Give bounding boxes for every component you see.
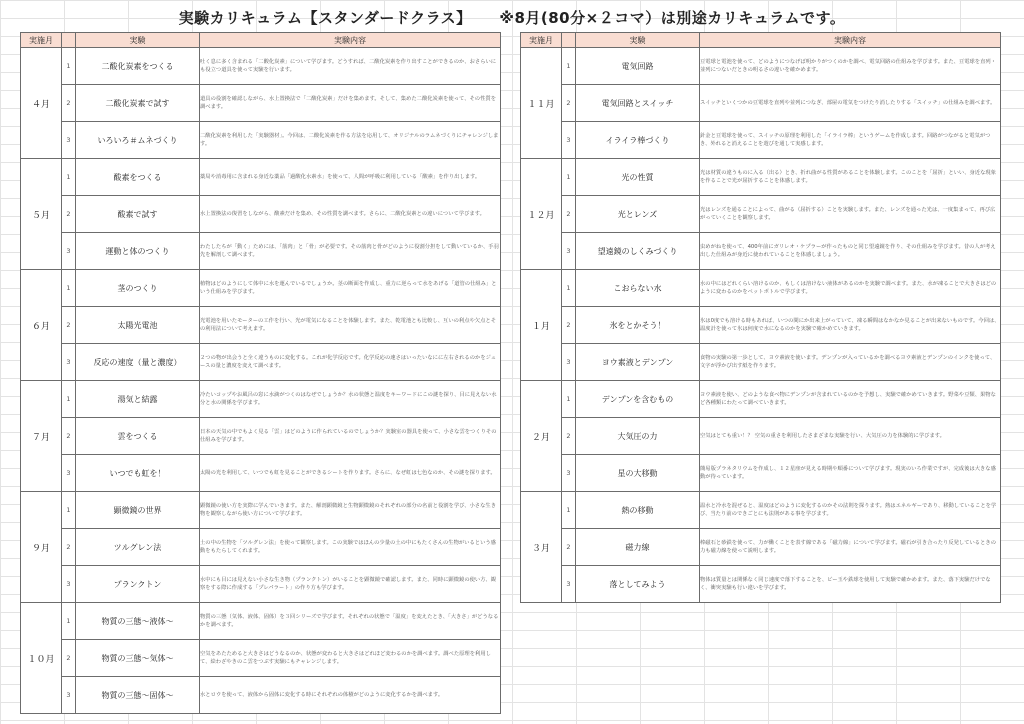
experiment-description: 簡易版プラネタリウムを作成し、１２星座が見える時期や順番について学びます。現実のいろ作業ですが、完成後は大きな感動が待っています。: [700, 466, 996, 480]
experiment-name: 酸素をつくる: [76, 159, 200, 196]
experiment-name: いつでも虹を！: [76, 455, 200, 492]
experiment-description: 太陽の光を利用して、いつでも虹を見ることができるシートを作ります。さらに、なぜ虹は七色なのか、その謎を探ります。: [200, 470, 496, 476]
session-number: 3: [62, 566, 76, 603]
month-cell: ２月: [521, 381, 562, 492]
experiment-description-cell: [200, 196, 501, 233]
experiment-description-cell: [700, 307, 1001, 344]
curriculum-row: [21, 455, 501, 492]
experiment-name: ツルグレン法: [76, 529, 200, 566]
experiment-description-cell: [200, 122, 501, 159]
experiment-description-cell: [200, 640, 501, 677]
session-number: 3: [62, 344, 76, 381]
experiment-name: 電気回路: [576, 48, 700, 85]
experiment-name: 二酸化炭素で試す: [76, 85, 200, 122]
experiment-description: 豆電球と電池を使って、どのようにつなげば明かりがつくのかを調べ、電気回路の仕組みを学びます。また、豆電球を直列・並列につないだときの明るさの違いを確かめます。: [700, 59, 996, 73]
experiment-description: 日本の天気の中でもよく見る「雲」はどのように作られているのでしょうか？実験室の器具を使って、小さな雲をつくりその仕組みを学びます。: [200, 429, 497, 443]
experiment-name: 光とレンズ: [576, 196, 700, 233]
experiment-description-cell: [200, 233, 501, 270]
session-number: 1: [562, 492, 576, 529]
experiment-description: 吐く息に多く含まれる「二酸化炭素」について学びます。どうすれば、二酸化炭素を作り出すことができるのか、おさらいにも役立つ道具を使って実験を行います。: [200, 59, 497, 73]
experiment-description-cell: [200, 418, 501, 455]
experiment-name: 湯気と結露: [76, 381, 200, 418]
experiment-name: 磁力線: [576, 529, 700, 566]
experiment-description-cell: [700, 344, 1001, 381]
experiment-description-cell: [700, 48, 1001, 85]
experiment-name: 落としてみよう: [576, 566, 700, 603]
header-experiment: 実験: [576, 33, 700, 48]
curriculum-row: [21, 122, 501, 159]
curriculum-row: [521, 455, 1001, 492]
curriculum-row: [521, 85, 1001, 122]
experiment-description-cell: [700, 85, 1001, 122]
curriculum-row: [521, 196, 1001, 233]
curriculum-row: [521, 529, 1001, 566]
experiment-description: 顕微鏡の使い方を実際に学んでいきます。また、解剖顕微鏡と生物顕微鏡のそれぞれの部分の名前と役割を学び、小さな生き物を観察しながら使い方について学びます。: [200, 503, 496, 517]
curriculum-row: [21, 48, 501, 85]
session-number: 2: [62, 307, 76, 344]
month-cell: ６月: [21, 270, 62, 381]
experiment-description: 土の中の生物を「ツルグレン法」を使って観察します。この実験ではほんの少量の土の中にもたくさんの生物がいるという感動をもたらしてくれます。: [200, 540, 496, 554]
experiment-name: 物質の三態〜気体〜: [76, 640, 200, 677]
experiment-description: 針金と豆電球を使って、スイッチの原理を利用した「イライラ棒」というゲームを作成します。回路がつながると電気がつき、外れると消えることを遊びを通して実感します。: [700, 133, 991, 147]
experiment-description: 物質の三態（気体、液体、固体）を３回シリーズで学びます。それぞれの状態で「温度」を変えたとき、「大きさ」がどうなるかを調べます。: [200, 614, 499, 628]
session-number: 3: [562, 566, 576, 603]
curriculum-row: [21, 529, 501, 566]
session-number: 2: [62, 529, 76, 566]
curriculum-row: [21, 603, 501, 640]
session-number: 2: [62, 640, 76, 677]
month-cell: １１月: [521, 48, 562, 159]
month-cell: １０月: [21, 603, 62, 714]
header-number: [62, 33, 76, 48]
experiment-description: 空気はとても重い！？ 空気の重さを利用したさまざまな実験を行い、大気圧の力を体験的に学びます。: [700, 433, 945, 439]
experiment-description: 食物の実験の第一歩として、ヨウ素液を使います。デンプンが入っているかを調べるヨウ素液とデンプンのインクを使って、文字が浮かび出す紙を作ります。: [700, 355, 996, 369]
header-content: 実験内容: [200, 33, 501, 48]
experiment-description-cell: [200, 566, 501, 603]
experiment-name: ヨウ素液とデンプン: [576, 344, 700, 381]
experiment-description: 水の中にはどれくらい溶けるのか、もしくは溶けない液体があるのかを実験で調べます。また、水が凍ることで大きさはどのように変わるのかをペットボトルで学びます。: [700, 281, 997, 295]
session-number: 1: [62, 48, 76, 85]
experiment-name: 大気圧の力: [576, 418, 700, 455]
experiment-name: こおらない水: [576, 270, 700, 307]
curriculum-row: [521, 233, 1001, 270]
experiment-name: 酸素で試す: [76, 196, 200, 233]
experiment-name: 顕微鏡の世界: [76, 492, 200, 529]
curriculum-row: [521, 566, 1001, 603]
month-cell: ９月: [21, 492, 62, 603]
experiment-name: 反応の速度（量と濃度）: [76, 344, 200, 381]
session-number: 2: [562, 418, 576, 455]
curriculum-row: [21, 381, 501, 418]
experiment-description-cell: [700, 270, 1001, 307]
session-number: 1: [562, 48, 576, 85]
curriculum-row: [521, 307, 1001, 344]
month-cell: ４月: [21, 48, 62, 159]
curriculum-row: [21, 677, 501, 714]
experiment-description: 物体は質量とは関係なく同じ速度で落下することを、ビー玉や鉄球を使用して実験で確かめます。また、落下実験だけでなく、衝突実験も行い違いを学びます。: [700, 577, 991, 591]
page-title: [0, 6, 1024, 30]
experiment-name: 物質の三態〜液体〜: [76, 603, 200, 640]
month-cell: ５月: [21, 159, 62, 270]
experiment-name: 望遠鏡のしくみづくり: [576, 233, 700, 270]
experiment-name: プランクトン: [76, 566, 200, 603]
curriculum-row: [521, 270, 1001, 307]
experiment-description-cell: [200, 677, 501, 714]
session-number: 2: [562, 85, 576, 122]
experiment-description: わたしたちが「動く」ためには、「筋肉」と「骨」が必要です。その筋肉と骨がどのように役割分担をして動いているか、手羽先を解剖して調べます。: [200, 244, 499, 258]
session-number: 2: [62, 85, 76, 122]
experiment-description: 空気をあたためると大きさはどうなるのか、状態が変わると大きさはどれほど変わるのかを調べます。調べた原理を利用して、絵わざやきのこ雲をつぶす実験にもチャレンジします。: [200, 651, 491, 665]
experiment-description-cell: [700, 381, 1001, 418]
experiment-name: 氷をとかそう！: [576, 307, 700, 344]
experiment-description-cell: [200, 85, 501, 122]
experiment-name: いろいろ＃ムネづくり: [76, 122, 200, 159]
session-number: 1: [62, 159, 76, 196]
session-number: 1: [62, 492, 76, 529]
session-number: 1: [62, 381, 76, 418]
curriculum-row: [521, 381, 1001, 418]
header-month: 実施月: [21, 33, 62, 48]
session-number: 2: [562, 529, 576, 566]
experiment-description: 水上置換法の復習をしながら、酸素だけを集め、その性質を調べます。さらに、二酸化炭素との違いについて学びます。: [200, 211, 485, 217]
experiment-name: 太陽光電池: [76, 307, 200, 344]
title-note: ※8月(80分×２コマ）は別途カリキュラムです。: [499, 9, 846, 27]
experiment-description-cell: [200, 270, 501, 307]
experiment-name: イライラ棒づくり: [576, 122, 700, 159]
experiment-name: 電気回路とスイッチ: [576, 85, 700, 122]
experiment-description: 植物はどのようにして体中に水を運んでいるでしょうか。茎の断面を作成し、重力に逆らって水をあげる「道管の仕組み」という仕組みを学びます。: [200, 281, 497, 295]
curriculum-row: [21, 307, 501, 344]
session-number: 3: [62, 233, 76, 270]
experiment-description: 水とロウを使って、液体から固体に変化する時にそれぞれの体積がどのように変化するかを調べます。: [200, 692, 444, 698]
session-number: 2: [62, 418, 76, 455]
experiment-description: 冷たいコップやお風呂の窓に水滴がつくのはなぜでしょうか？水の状態と温度をキーワードにこの謎を探り、目に見えない水分と水の関係を学びます。: [200, 392, 497, 406]
curriculum-row: [21, 344, 501, 381]
experiment-name: 二酸化炭素をつくる: [76, 48, 200, 85]
experiment-description-cell: [700, 196, 1001, 233]
experiment-description: 氷は0度でも溶ける時もあれば、いつの間にか出来上がっていて、凍る瞬間はなかなか見ることが出来ないものです。今回は、温度計を使って氷は何度で水になるのかを実験で確かめていきます。: [700, 318, 1000, 332]
month-cell: ３月: [521, 492, 562, 603]
experiment-name: デンプンを含むもの: [576, 381, 700, 418]
experiment-description-cell: [200, 455, 501, 492]
experiment-description-cell: [700, 233, 1001, 270]
experiment-description-cell: [700, 566, 1001, 603]
experiment-description-cell: [700, 529, 1001, 566]
header-month: 実施月: [521, 33, 562, 48]
curriculum-row: [521, 418, 1001, 455]
curriculum-row: [21, 159, 501, 196]
session-number: 3: [562, 344, 576, 381]
experiment-description-cell: [200, 603, 501, 640]
month-cell: １月: [521, 270, 562, 381]
title-text: 実験カリキュラム【スタンダードクラス】: [178, 9, 472, 27]
session-number: 1: [562, 381, 576, 418]
session-number: 2: [562, 307, 576, 344]
experiment-description-cell: [200, 529, 501, 566]
experiment-name: 物質の三態〜固体〜: [76, 677, 200, 714]
curriculum-row: [21, 270, 501, 307]
curriculum-row: [21, 566, 501, 603]
experiment-description: ２つの物が出会うと全く違うものに変化する。これが化学反応です。化学反応の速さはいったいなにに左右されるのかをジュースの量と濃度を変えて調べます。: [200, 355, 497, 369]
curriculum-row: [521, 122, 1001, 159]
header-content: 実験内容: [700, 33, 1001, 48]
session-number: 2: [562, 196, 576, 233]
curriculum-row: [21, 233, 501, 270]
experiment-description-cell: [200, 492, 501, 529]
experiment-description-cell: [700, 455, 1001, 492]
curriculum-row: [21, 418, 501, 455]
experiment-description: 道具の役割を確認しながら、水上置換法で「二酸化炭素」だけを集めます。そして、集めた二酸化炭素を使って、その性質を調べます。: [200, 96, 496, 110]
curriculum-row: [521, 492, 1001, 529]
session-number: 1: [62, 603, 76, 640]
curriculum-row: [21, 492, 501, 529]
session-number: 1: [562, 159, 576, 196]
curriculum-table-left: [20, 32, 501, 714]
session-number: 3: [562, 122, 576, 159]
curriculum-row: [21, 196, 501, 233]
experiment-name: 運動と体のつくり: [76, 233, 200, 270]
month-cell: ７月: [21, 381, 62, 492]
session-number: 3: [562, 455, 576, 492]
experiment-description: ヨウ素液を使い、どのような食べ物にデンプンが含まれているのかを予想し、実験で確かめていきます。野菜や豆類、果物など各種類にわたって調べていきます。: [700, 392, 996, 406]
session-number: 2: [62, 196, 76, 233]
experiment-name: 熱の移動: [576, 492, 700, 529]
header-number: [562, 33, 576, 48]
experiment-description-cell: [200, 381, 501, 418]
curriculum-row: [521, 48, 1001, 85]
experiment-name: 茎のつくり: [76, 270, 200, 307]
experiment-name: 雲をつくる: [76, 418, 200, 455]
experiment-description: 温水と冷水を混ぜると、温度はどのように変化するのかその法則を探ります。熱はエネルギーであり、移動していることを学び、当たり前のできごとにも法則がある事を学びます。: [700, 503, 997, 517]
experiment-description: 光は材質の違うものに入る（出る）とき、折れ曲がる性質があることを体験します。このことを「屈折」といい、身近な現象を作ることで光が屈折することを体感します。: [700, 170, 996, 184]
experiment-description: 光はレンズを通ることによって、曲がる（屈折する）ことを実験します。また、レンズを通った光は、一度集まって、再び広がっていくことを観察します。: [700, 207, 996, 221]
experiment-description-cell: [200, 159, 501, 196]
session-number: 1: [562, 270, 576, 307]
experiment-description-cell: [200, 48, 501, 85]
session-number: 1: [62, 270, 76, 307]
experiment-description-cell: [700, 122, 1001, 159]
experiment-description-cell: [700, 159, 1001, 196]
experiment-description: 棒磁石と砂鉄を使って、力が働くことを表す線である「磁力線」について学びます。磁石が引き合ったり反発しているときの力も磁力線を使って説明します。: [700, 540, 996, 554]
experiment-description-cell: [700, 418, 1001, 455]
session-number: 3: [62, 455, 76, 492]
month-cell: １２月: [521, 159, 562, 270]
experiment-name: 星の大移動: [576, 455, 700, 492]
experiment-description: 光電池を用いたモーターの工作を行い、光が電気になることを体験します。また、乾電池とも比較し、互いの利点や欠点とその利用法について考えます。: [200, 318, 496, 332]
experiment-description-cell: [700, 492, 1001, 529]
session-number: 3: [62, 677, 76, 714]
experiment-description: 虫めがねを使って、400年前にガリレオ・ケプラーが作ったものと同じ望遠鏡を作り、その仕組みを学びます。昔の人が考え出した仕組みが身近に使われていることを体感しましょう。: [700, 244, 996, 258]
experiment-description: 水中にも目には見えない小さな生き物（プランクトン）がいることを顕微鏡で確認します。また、同時に顕微鏡の使い方、観察をする際に作成する「プレパラート」の作り方も学びます。: [200, 577, 497, 591]
session-number: 3: [62, 122, 76, 159]
experiment-name: 光の性質: [576, 159, 700, 196]
experiment-description: 二酸化炭素を利用した「実験器材」。今回は、二酸化炭素を作る方法を応用して、オリジナルのラムネづくりにチャレンジします。: [200, 133, 499, 147]
curriculum-row: [521, 159, 1001, 196]
curriculum-row: [21, 640, 501, 677]
experiment-description: 薬局や消毒用に含まれる身近な薬品「過酸化水素水」を使って、人間が呼吸に利用している「酸素」を作り出します。: [200, 174, 481, 180]
curriculum-row: [521, 344, 1001, 381]
experiment-description-cell: [200, 344, 501, 381]
curriculum-table-right: [520, 32, 1001, 603]
session-number: 3: [562, 233, 576, 270]
experiment-description: スイッチといくつかの豆電球を直列や並列につなぎ、部屋の電気をつけたり消したりする「スイッチ」の仕組みを調べます。: [700, 100, 996, 106]
experiment-description-cell: [200, 307, 501, 344]
header-experiment: 実験: [76, 33, 200, 48]
curriculum-row: [21, 85, 501, 122]
